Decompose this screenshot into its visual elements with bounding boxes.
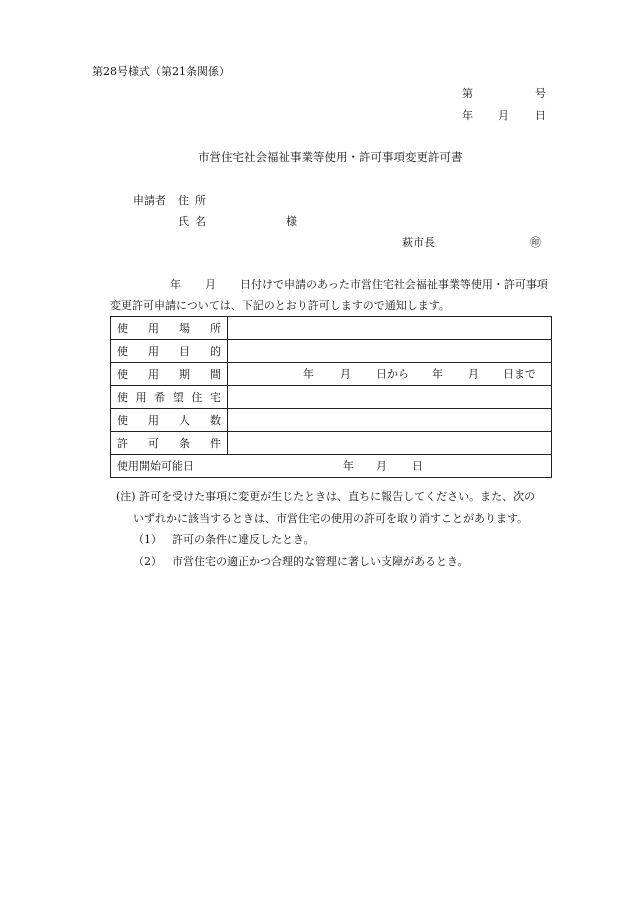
- applicant-name-label: 氏名: [178, 215, 212, 228]
- usage-purpose-label: 使用目的: [111, 340, 228, 363]
- start-date-label: 使用開始可能日: [117, 459, 194, 473]
- note-item-2-marker: （2）: [133, 555, 162, 568]
- note-line-1: (注) 許可を受けた事項に変更が生じたときは、直ちに報告してください。また、次の: [116, 490, 536, 503]
- note-item-1-text: 許可の条件に違反したとき。: [172, 533, 315, 546]
- permit-conditions-label: 許可条件: [111, 432, 228, 455]
- table-row: [111, 363, 552, 386]
- desired-housing-label: 使用希望住宅: [111, 386, 228, 409]
- permit-conditions-value[interactable]: [228, 432, 552, 455]
- permit-table: [110, 316, 552, 478]
- issue-date-year: 年: [462, 109, 473, 122]
- note-item-1-marker: （1）: [133, 533, 162, 546]
- table-row: [111, 317, 552, 340]
- period-to: 日まで: [503, 367, 536, 381]
- occupant-count-value[interactable]: [228, 409, 552, 432]
- issuer-mayor: 萩市長: [402, 236, 435, 249]
- start-date-month: 月: [376, 459, 387, 473]
- applicant-label: 申請者: [133, 194, 166, 207]
- table-row: [111, 432, 552, 455]
- period-month-2: 月: [468, 367, 479, 381]
- honorific: 様: [286, 215, 297, 228]
- note-line-2: いずれかに該当するときは、市営住宅の使用の許可を取り消すことがあります。: [133, 512, 529, 525]
- table-row: [111, 455, 552, 478]
- issue-number-suffix: 号: [535, 87, 546, 100]
- note-item-2-text: 市営住宅の適正かつ合理的な管理に著しい支障があるとき。: [172, 555, 469, 568]
- intro-year: 年: [170, 278, 181, 291]
- intro-month: 月: [205, 278, 216, 291]
- usage-purpose-value[interactable]: [228, 340, 552, 363]
- usage-location-label: 使用場所: [111, 317, 228, 340]
- issue-date-month: 月: [498, 109, 509, 122]
- issue-number-label: 第: [462, 87, 473, 100]
- usage-period-label: 使用期間: [111, 363, 228, 386]
- usage-location-value[interactable]: [228, 317, 552, 340]
- applicant-address-label: 住所: [178, 194, 212, 207]
- document-title: 市営住宅社会福祉事業等使用・許可事項変更許可書: [198, 150, 463, 164]
- start-date-year: 年: [343, 459, 354, 473]
- table-row: [111, 386, 552, 409]
- seal-mark: ㊞: [530, 236, 541, 249]
- table-row: [111, 340, 552, 363]
- period-month-1: 月: [340, 367, 351, 381]
- occupant-count-label: 使用人数: [111, 409, 228, 432]
- form-number: 第28号様式（第21条関係）: [92, 65, 230, 78]
- usage-period-value[interactable]: [228, 363, 552, 386]
- period-year-1: 年: [303, 367, 314, 381]
- intro-line2: 変更許可申請については、下記のとおり許可しますので通知します。: [110, 299, 450, 312]
- issue-date-day: 日: [535, 109, 546, 122]
- period-year-2: 年: [432, 367, 443, 381]
- intro-line1: 日付けで申請のあった市営住宅社会福祉事業等使用・許可事項: [240, 278, 548, 291]
- start-date-day: 日: [412, 459, 423, 473]
- start-date-row[interactable]: [111, 455, 552, 478]
- desired-housing-value[interactable]: [228, 386, 552, 409]
- period-from: 日から: [376, 367, 409, 381]
- table-row: [111, 409, 552, 432]
